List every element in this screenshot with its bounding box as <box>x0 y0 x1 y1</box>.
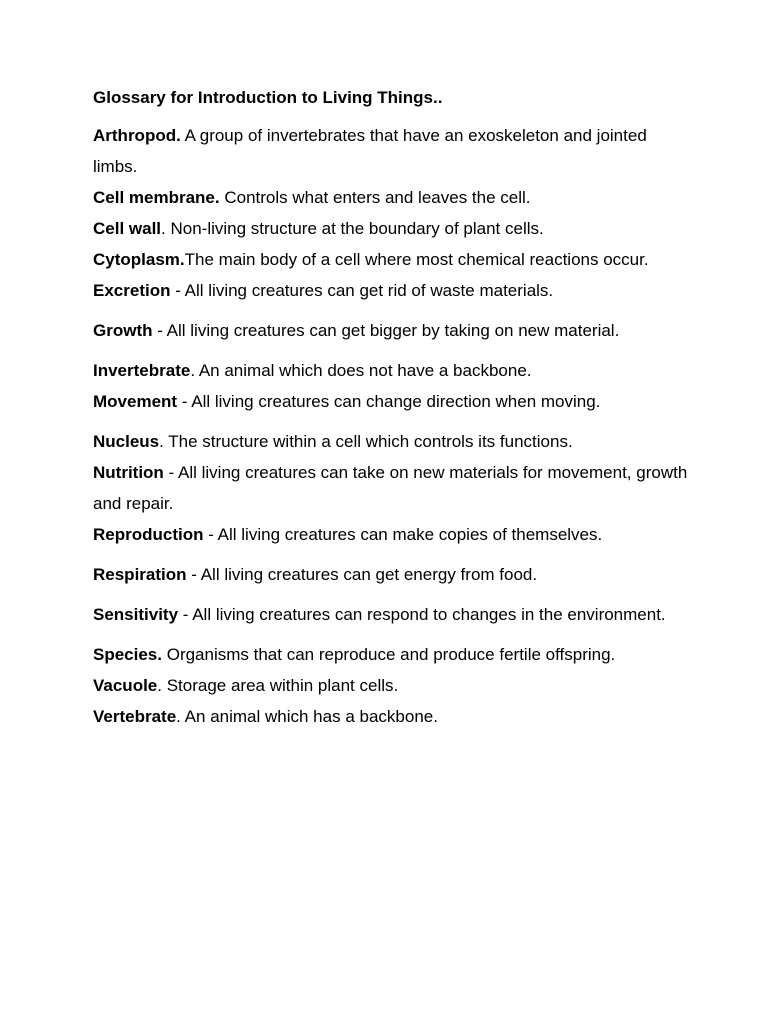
glossary-term: Nutrition <box>93 463 164 482</box>
glossary-definition: - All living creatures can get energy from food. <box>186 565 538 584</box>
glossary-term: Invertebrate <box>93 361 191 380</box>
glossary-list <box>93 120 693 732</box>
glossary-definition: The main body of a cell where most chemical reactions occur. <box>184 250 649 269</box>
glossary-term: Arthropod. <box>93 126 181 145</box>
glossary-term: Vacuole <box>93 676 158 695</box>
glossary-definition: - All living creatures can change direction when moving. <box>177 392 601 411</box>
glossary-definition: - All living creatures can respond to changes in the environment. <box>178 605 666 624</box>
glossary-entry-sensitivity <box>93 599 693 630</box>
glossary-term: Cell wall <box>93 219 162 238</box>
glossary-entry-cytoplasm <box>93 244 693 275</box>
glossary-term: Respiration <box>93 565 187 584</box>
glossary-definition: Controls what enters and leaves the cell. <box>219 188 531 207</box>
glossary-definition: . An animal which does not have a backbone. <box>190 361 532 380</box>
glossary-definition: . Non-living structure at the boundary of plant cells. <box>161 219 544 238</box>
glossary-definition: - All living creatures can get bigger by taking on new material. <box>152 321 620 340</box>
glossary-term: Growth <box>93 321 153 340</box>
glossary-term: Vertebrate <box>93 707 177 726</box>
glossary-entry-vacuole <box>93 670 693 701</box>
glossary-entry-respiration <box>93 559 693 590</box>
glossary-definition: - All living creatures can take on new materials for movement, growth and repair. <box>93 463 688 513</box>
glossary-term: Reproduction <box>93 525 204 544</box>
glossary-term: Sensitivity <box>93 605 179 624</box>
glossary-entry-vertebrate <box>93 701 693 732</box>
glossary-entry-cell-wall <box>93 213 693 244</box>
glossary-term: Nucleus <box>93 432 160 451</box>
glossary-term: Cytoplasm. <box>93 250 185 269</box>
glossary-entry-growth <box>93 315 693 346</box>
glossary-definition: A group of invertebrates that have an exoskeleton and jointed limbs. <box>93 126 647 176</box>
glossary-definition: - All living creatures can get rid of waste materials. <box>170 281 554 300</box>
glossary-entry-species <box>93 639 693 670</box>
glossary-entry-excretion <box>93 275 693 306</box>
glossary-entry-invertebrate <box>93 355 693 386</box>
glossary-definition: Organisms that can reproduce and produce fertile offspring. <box>162 645 616 664</box>
glossary-entry-nutrition <box>93 457 693 519</box>
glossary-term: Cell membrane. <box>93 188 220 207</box>
glossary-definition: . The structure within a cell which controls its functions. <box>159 432 573 451</box>
glossary-entry-arthropod <box>93 120 693 182</box>
glossary-term: Excretion <box>93 281 171 300</box>
document-page <box>93 86 693 732</box>
glossary-definition: . Storage area within plant cells. <box>157 676 399 695</box>
glossary-term: Movement <box>93 392 178 411</box>
glossary-entry-nucleus <box>93 426 693 457</box>
glossary-entry-reproduction <box>93 519 693 550</box>
document-title: Glossary for Introduction to Living Things.. <box>93 88 443 107</box>
glossary-definition: . An animal which has a backbone. <box>176 707 438 726</box>
glossary-term: Species. <box>93 645 162 664</box>
glossary-entry-movement <box>93 386 693 417</box>
glossary-definition: - All living creatures can make copies of themselves. <box>203 525 603 544</box>
glossary-entry-cell-membrane <box>93 182 693 213</box>
